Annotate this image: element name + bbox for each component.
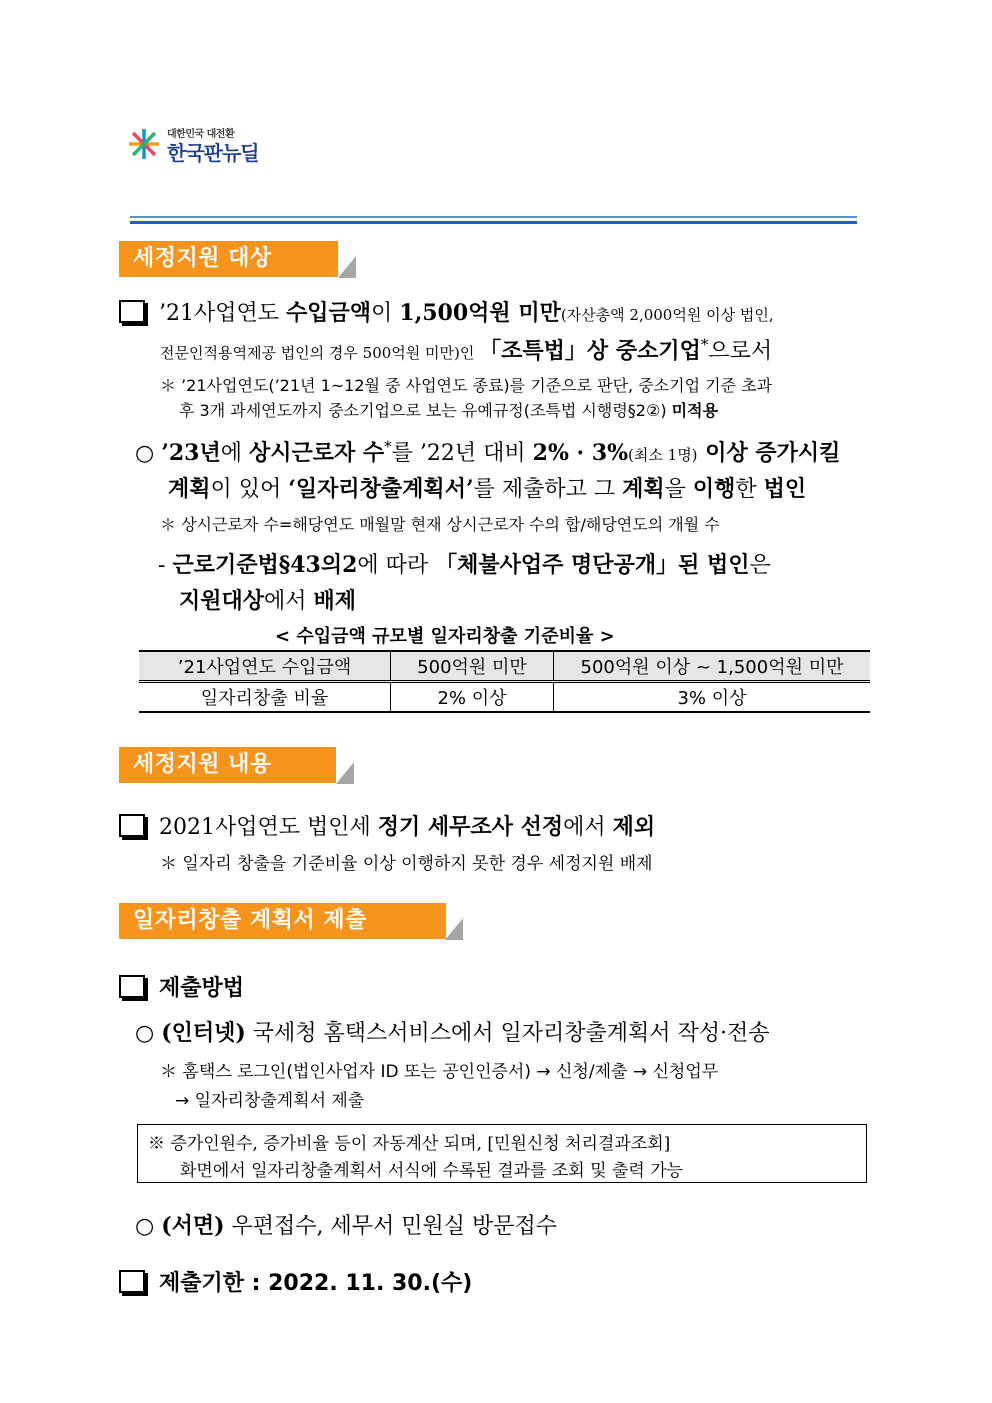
table-cell: 일자리창출 비율 (139, 682, 391, 713)
section-header-target (119, 241, 355, 279)
table-cell: 2% 이상 (391, 682, 554, 713)
section-header-shadow (336, 762, 354, 784)
section-header-submit (119, 903, 463, 941)
square-bullet-icon (119, 814, 145, 837)
circle-bullet-icon: ○ (135, 441, 162, 466)
table-cell: 3% 이상 (554, 682, 871, 713)
submit-note-2: → 일자리창출계획서 제출 (175, 1091, 365, 1111)
logo-title: 한국판뉴딜 (167, 141, 259, 165)
submit-paper-line: ○ (서면) 우편접수, 세무서 민원실 방문접수 (135, 1213, 558, 1239)
section-header-content (119, 747, 355, 785)
table-header-cell: ’21사업연도 수입금액 (139, 651, 391, 682)
table-row (139, 682, 870, 713)
submit-method-heading: 제출방법 (119, 971, 244, 1002)
note-box-line-1: ※ 증가인원수, 증가비율 등이 자동계산 되며, [민원신청 처리결과조회] (148, 1134, 671, 1154)
section-title-target: 세정지원 대상 (119, 241, 338, 277)
logo-subtitle: 대한민국 대전환 (167, 129, 235, 140)
header-rule-thick (130, 221, 857, 224)
target-circle-1: ○ ’23년에 상시근로자 수*를 ’22년 대비 2% · 3%(최소 1명) 이상 증가시킬 (135, 437, 841, 466)
header-rule-thin (130, 216, 857, 218)
square-bullet-icon (119, 975, 145, 998)
target-line-2: 전문인적용역제공 법인의 경우 500억원 미만)인 「조특법」상 중소기업*으로서 (160, 335, 773, 364)
target-dash-1: - 근로기준법§43의2에 따라 「체불사업주 명단공개」된 법인은 (158, 552, 771, 578)
content-note-1: ＊ 일자리 창출을 기준비율 이상 이행하지 못한 경우 세정지원 배제 (160, 854, 653, 874)
section-header-shadow (445, 918, 463, 940)
korean-new-deal-logo (127, 125, 267, 167)
table-caption: < 수입금액 규모별 일자리창출 기준비율 > (275, 626, 615, 647)
submit-deadline: 제출기한 : 2022. 11. 30.(수) (119, 1266, 472, 1297)
circle-bullet-icon: ○ (135, 1214, 162, 1239)
circle-bullet-icon: ○ (135, 1021, 162, 1046)
target-dash-2: 지원대상에서 배제 (179, 588, 357, 614)
section-title-submit: 일자리창출 계획서 제출 (119, 903, 446, 939)
table-header-cell: 500억원 미만 (391, 651, 554, 682)
square-bullet-icon (119, 300, 145, 323)
target-note-3: ＊ 상시근로자 수=해당연도 매월말 현재 상시근로자 수의 합/해당연도의 개월 수 (160, 515, 720, 534)
table-header-cell: 500억원 이상 ~ 1,500억원 미만 (554, 651, 871, 682)
target-note-2: 후 3개 과세연도까지 중소기업으로 보는 유예규정(조특법 시행령§2②) 미적용 (179, 401, 719, 420)
square-bullet-icon (119, 1270, 145, 1293)
section-header-shadow (338, 256, 356, 278)
job-creation-ratio-table (139, 650, 870, 713)
submit-internet-line: ○ (인터넷) 국세청 홈택스서비스에서 일자리창출계획서 작성·전송 (135, 1020, 770, 1046)
content-line-1: 2021사업연도 법인세 정기 세무조사 선정에서 제외 (119, 810, 655, 841)
table-header-row (139, 651, 870, 682)
new-deal-star-icon (127, 127, 161, 161)
note-box-line-2: 화면에서 일자리창출계획서 서식에 수록된 결과를 조회 및 출력 가능 (180, 1161, 684, 1181)
target-note-1: ＊ ’21사업연도(’21년 1~12월 중 사업연도 종료)를 기준으로 판단, 중소기업 기준 초과 (160, 376, 773, 395)
target-line-1: ’21사업연도 수입금액이 1,500억원 미만(자산총액 2,000억원 이상 법인, (119, 296, 774, 327)
section-title-content: 세정지원 내용 (119, 747, 336, 783)
target-circle-2: 계획이 있어 ‘일자리창출계획서’를 제출하고 그 계획을 이행한 법인 (168, 476, 807, 502)
submit-note-1: ＊ 홈택스 로그인(법인사업자 ID 또는 공인인증서) → 신청/제출 → 신청업무 (160, 1062, 719, 1082)
